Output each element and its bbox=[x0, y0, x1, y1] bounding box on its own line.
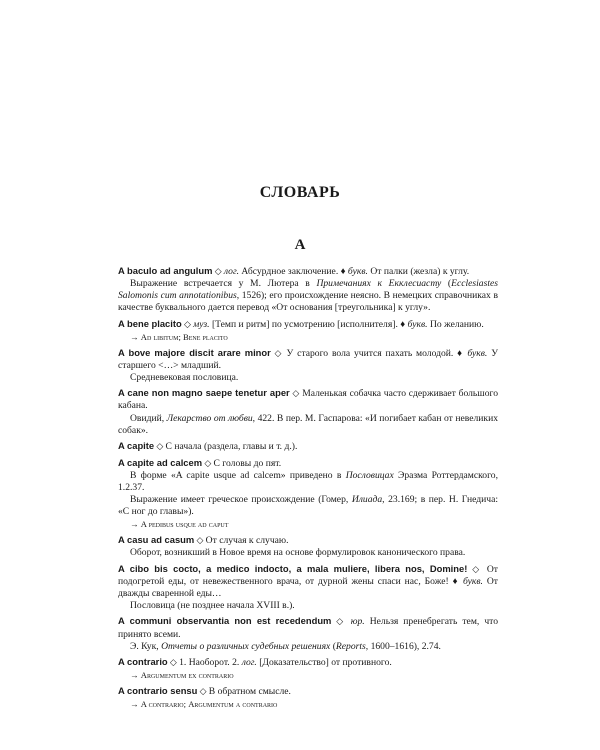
definition: Нельзя пренебрегать тем, что принято всеми. bbox=[118, 616, 499, 640]
usage-label: букв. bbox=[407, 318, 428, 330]
dictionary-entry bbox=[118, 387, 498, 436]
section-letter: А bbox=[294, 237, 306, 253]
note-text: , 23.169; в пер. Н. Гнедича: «С ног до главы»). bbox=[118, 494, 498, 518]
entry-head bbox=[118, 347, 498, 372]
arrow-icon: → bbox=[130, 699, 141, 709]
entry-note bbox=[118, 547, 498, 559]
work-title: Ecclesiastes Salomonis cum annotationibus bbox=[118, 278, 498, 302]
literal-translation: [Доказательство] от противного. bbox=[256, 657, 392, 669]
arrow-icon: → bbox=[130, 519, 141, 530]
diamond-icon: ◇ bbox=[202, 457, 214, 468]
filled-diamond-icon: ♦ bbox=[457, 347, 468, 359]
dictionary-entry bbox=[118, 615, 498, 652]
diamond-icon: ◇ bbox=[197, 685, 209, 696]
definition: У старого вола учится пахать молодой. bbox=[286, 347, 458, 359]
entry-head bbox=[118, 534, 498, 547]
definition: От подогретой еды, от невежественного врача, от дурной жены спаси нас, Боже! bbox=[118, 563, 498, 587]
headword: A cibo bis cocto, a medico indocto, a mala muliere, libera nos, Domine! bbox=[118, 562, 468, 574]
entry-note bbox=[118, 641, 498, 653]
definition: В обратном смысле. bbox=[208, 685, 291, 697]
diamond-icon: ◇ bbox=[467, 563, 487, 574]
diamond-icon: ◇ bbox=[181, 318, 194, 329]
entry-note bbox=[118, 413, 498, 437]
note-text: В форме «A capite usque ad calcem» приведено в bbox=[130, 469, 346, 481]
reference-link: A pedibus usque ad caput bbox=[140, 519, 229, 530]
diamond-icon: ◇ bbox=[331, 616, 351, 627]
headword: A casu ad casum bbox=[118, 533, 195, 545]
entry-head bbox=[118, 685, 498, 698]
usage-label: лог. bbox=[241, 657, 257, 669]
filled-diamond-icon: ♦ bbox=[340, 266, 348, 277]
entry-note bbox=[118, 470, 498, 494]
work-title: Илиада bbox=[351, 494, 383, 506]
diamond-icon: ◇ bbox=[289, 388, 303, 399]
headword: A communi observantia non est recedendum bbox=[118, 615, 332, 627]
entry-head bbox=[118, 457, 498, 470]
note-text: , 1600–1616), 2.74. bbox=[365, 640, 441, 652]
entry-head bbox=[118, 563, 498, 600]
separator: ; bbox=[178, 331, 183, 342]
entry-note bbox=[118, 494, 498, 518]
definition: [Темп и ритм] по усмотрению [исполнителя]. bbox=[209, 318, 401, 330]
headword: A cane non magno saepe tenetur aper bbox=[118, 387, 290, 399]
headword: A capite ad calcem bbox=[118, 456, 203, 468]
filled-diamond-icon: ♦ bbox=[400, 318, 408, 330]
note-text: Эразма Роттердамского, 1.2.37. bbox=[118, 469, 498, 493]
entry-note bbox=[118, 372, 498, 384]
entry-head bbox=[118, 440, 498, 453]
diamond-icon: ◇ bbox=[270, 347, 287, 358]
entry-note bbox=[118, 600, 498, 612]
note-text: Средневековая пословица. bbox=[130, 371, 239, 383]
reference-link: Argumentum a contrario bbox=[188, 699, 278, 709]
dictionary-entries bbox=[118, 265, 498, 714]
filled-diamond-icon: ♦ bbox=[452, 575, 463, 587]
arrow-icon: → bbox=[130, 670, 141, 681]
note-text: Овидий, bbox=[130, 412, 167, 424]
usage-label: муз. bbox=[193, 318, 210, 330]
note-text: , 1526); его происхождение неясно. В немецких справочниках в качестве буквального дается перевод «От основания [треугольника] к углу». bbox=[118, 290, 498, 314]
reference-link: Bene placito bbox=[182, 331, 228, 342]
dictionary-entry bbox=[118, 440, 498, 453]
reference-link: A contrario bbox=[140, 699, 184, 709]
usage-label: букв. bbox=[347, 266, 368, 277]
dictionary-entry bbox=[118, 265, 498, 314]
entry-note bbox=[118, 278, 498, 314]
work-title: Примечаниях к Екклесиасту bbox=[316, 278, 442, 290]
reference-link: Ad libitum bbox=[140, 331, 179, 342]
diamond-icon: ◇ bbox=[212, 266, 224, 276]
dictionary-entry bbox=[118, 347, 498, 384]
usage-label: букв. bbox=[462, 575, 483, 587]
diamond-icon: ◇ bbox=[167, 657, 180, 668]
entry-head bbox=[118, 656, 498, 669]
note-text: Пословица (не позднее начала XVIII в.). bbox=[130, 599, 295, 611]
entry-head bbox=[118, 318, 498, 331]
separator: ; bbox=[183, 699, 189, 709]
cross-reference bbox=[118, 518, 498, 530]
headword: A baculo ad angulum bbox=[118, 265, 213, 276]
note-text: Оборот, возникший в Новое время на основе формулировок канонического права. bbox=[130, 546, 466, 558]
headword: A bove majore discit arare minor bbox=[118, 346, 271, 358]
usage-label: букв. bbox=[467, 347, 488, 359]
page-title: СЛОВАРЬ bbox=[259, 184, 341, 201]
cross-reference bbox=[118, 669, 498, 681]
headword: A contrario sensu bbox=[118, 684, 198, 696]
usage-label: юр. bbox=[350, 616, 365, 628]
note-text: ( bbox=[441, 278, 452, 290]
dictionary-entry bbox=[118, 563, 498, 612]
work-title: Пословицах bbox=[345, 469, 394, 481]
definition: С начала (раздела, главы и т. д.). bbox=[165, 441, 298, 453]
definition: С головы до пят. bbox=[213, 457, 282, 469]
diamond-icon: ◇ bbox=[154, 441, 166, 452]
arrow-icon: → bbox=[130, 331, 141, 342]
literal-translation: От палки (жезла) к углу. bbox=[367, 266, 470, 277]
usage-label: лог. bbox=[223, 266, 239, 277]
literal-translation: От дважды сваренной еды… bbox=[118, 575, 498, 599]
dictionary-entry bbox=[118, 685, 498, 710]
definition: Абсурдное заключение. bbox=[239, 266, 341, 277]
dictionary-entry bbox=[118, 318, 498, 343]
dictionary-entry bbox=[118, 457, 498, 531]
dictionary-entry bbox=[118, 534, 498, 559]
note-text: Выражение имеет греческое происхождение (Гомер, bbox=[130, 494, 352, 506]
work-title: Отчеты о различных судебных решениях bbox=[161, 640, 331, 652]
definition: От случая к случаю. bbox=[205, 534, 289, 546]
headword: A contrario bbox=[118, 656, 168, 668]
entry-head bbox=[118, 265, 498, 278]
work-title: Лекарство от любви bbox=[166, 412, 253, 424]
entry-head bbox=[118, 387, 498, 412]
cross-reference bbox=[118, 698, 498, 710]
headword: A bene placito bbox=[118, 317, 182, 329]
work-title: Reports bbox=[335, 640, 366, 652]
note-text: ( bbox=[330, 640, 336, 652]
literal-translation: По желанию. bbox=[427, 318, 484, 330]
reference-link: Argumentum ex contrario bbox=[140, 670, 234, 681]
note-text: Э. Кук, bbox=[130, 640, 162, 652]
diamond-icon: ◇ bbox=[194, 534, 206, 545]
headword: A capite bbox=[118, 440, 155, 452]
entry-head bbox=[118, 615, 498, 640]
definition: 1. Наоборот. 2. bbox=[179, 657, 242, 669]
note-text: Выражение встречается у М. Лютера в bbox=[130, 278, 317, 290]
definition: Маленькая собачка часто сдерживает большого кабана. bbox=[118, 388, 498, 412]
dictionary-entry bbox=[118, 656, 498, 681]
literal-translation: У старшего <…> младший. bbox=[118, 347, 498, 371]
note-text: , 422. В пер. М. Гаспарова: «И погибает кабан от невеликих собак». bbox=[118, 412, 498, 436]
cross-reference bbox=[118, 331, 498, 343]
